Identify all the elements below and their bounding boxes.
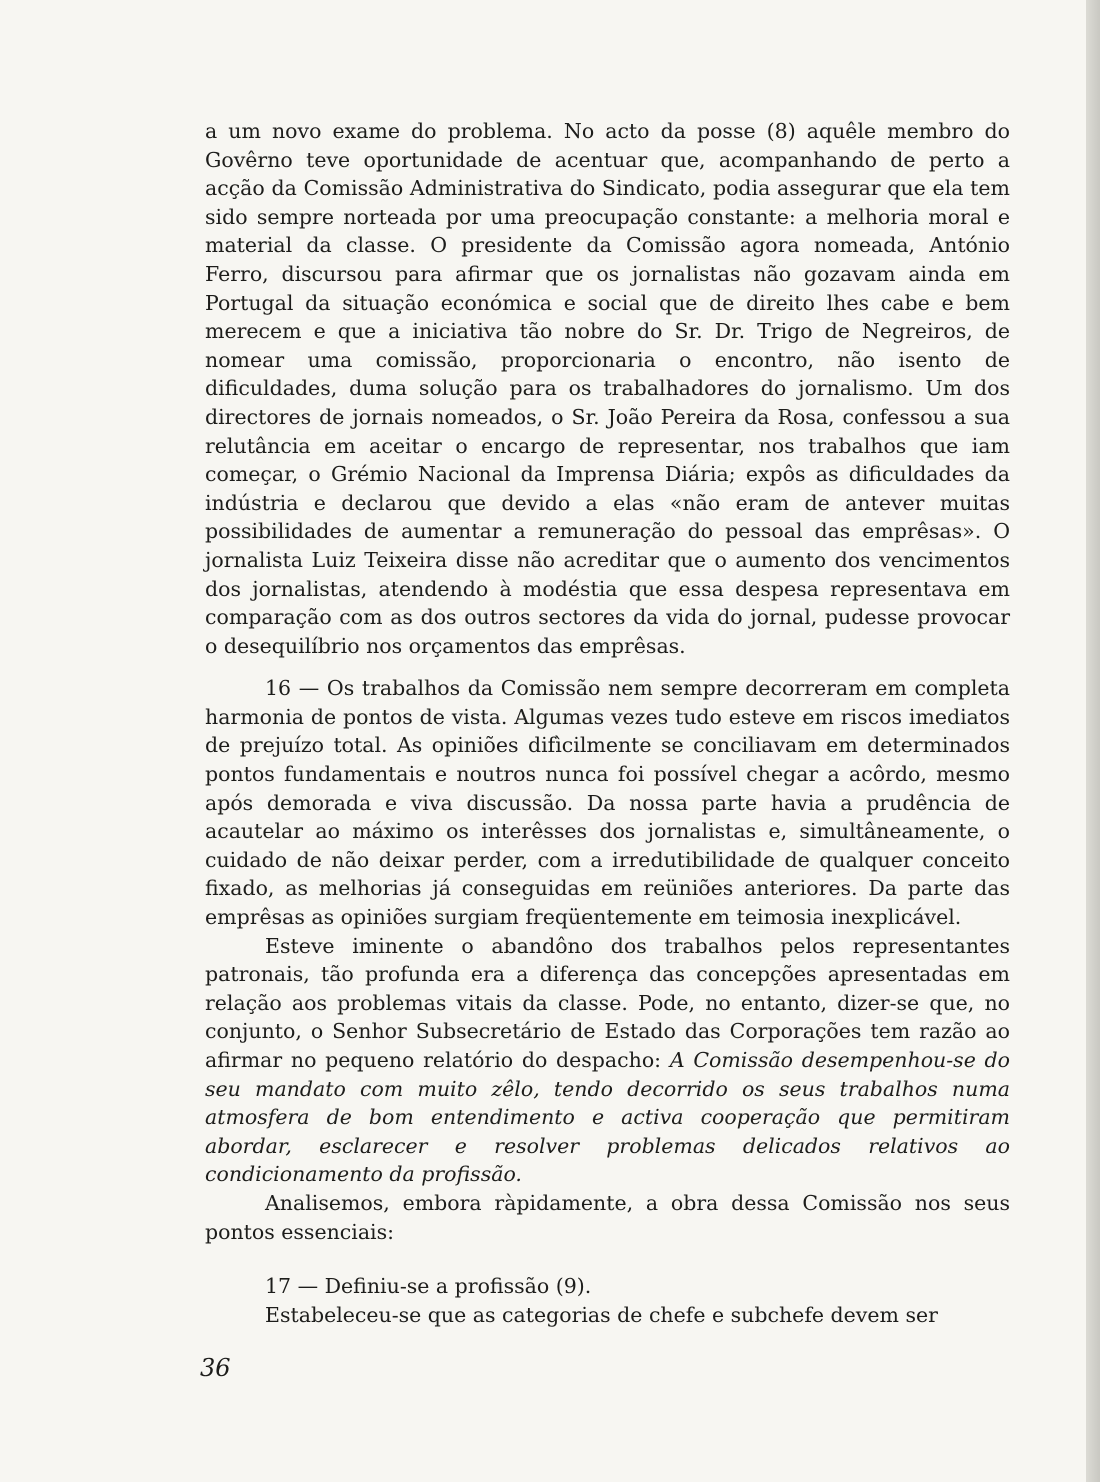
paragraph-commission-quote <box>205 932 1010 1189</box>
paragraph-16: 16 — Os trabalhos da Comissão nem sempre decorreram em completa harmonia de pontos de vista. Algumas vezes tudo esteve em riscos imediatos de prejuízo total. As opiniões difìcilmente se conciliavam em determinados pontos fundamentais e noutros nunca foi possível chegar a acôrdo, mesmo após demorada e viva discussão. Da nossa parte havia a prudência de acautelar ao máximo os interêsses dos jornalistas e, simultâneamente, o cuidado de não deixar perder, com a irredutibilidade de qualquer conceito fixado, as melhorias já conseguidas em reüniões anteriores. Da parte das emprêsas as opiniões surgiam freqüentemente em teimosia inexplicável. <box>205 676 1010 930</box>
italic-quote: A Comissão desempenhou-se do seu mandato com muito zêlo, tendo decorrido os seus trabalhos numa atmosfera de bom entendimento e activa cooperação que permitiram abordar, esclarecer e resolver problemas delicados relativos ao condicionamento da profissão. <box>205 1048 1011 1187</box>
paragraph-1: a um novo exame do problema. No acto da posse (8) aquêle membro do Govêrno teve oportunidade de acentuar que, acompanhando de perto a acção da Comissão Administrativa do Sindicato, podia assegurar que ela tem sido sempre norteada por uma preocupação constante: a melhoria moral e material da classe. O presidente da Comissão agora nomeada, António Ferro, discursou para afirmar que os jornalistas não gozavam ainda em Portugal da situação económica e social que de direito lhes cabe e bem merecem e que a iniciativa tão nobre do Sr. Dr. Trigo de Negreiros, de nomear uma comissão, proporcionaria o encontro, não isento de dificuldades, duma solução para os trabalhadores do jornalismo. Um dos directores de jornais nomeados, o Sr. João Pereira da Rosa, confessou a sua relutância em aceitar o encargo de representar, nos trabalhos que iam começar, o Grémio Nacional da Imprensa Diária; expôs as dificuldades da indústria e declarou que devido a elas «não eram de antever muitas possibilidades de aumentar a remuneração do pessoal das emprêsas». O jornalista Luiz Teixeira disse não acreditar que o aumento dos vencimentos dos jornalistas, atendendo à modéstia que essa despesa representava em comparação com as dos outros sectores da vida do jornal, pudesse provocar o desequilíbrio nos orçamentos das emprêsas. <box>205 119 1010 658</box>
paragraph-analysis: Analisemos, embora ràpidamente, a obra dessa Comissão nos seus pontos essenciais: <box>205 1190 1010 1244</box>
page-number: 36 <box>200 1354 231 1382</box>
paragraph-text: Esteve iminente o abandôno dos trabalhos pelos representantes patronais, tão profunda era a diferença das concepções apresentadas em relação aos problemas vitais da classe. Pode, no entanto, dizer-se que, no conjunto, o Senhor Subsecretário de Estado das Corporações tem razão ao afirmar no pequeno relatório do despacho: <box>205 933 1010 1072</box>
page-edge <box>1086 0 1100 1482</box>
paragraph-17-body: Estabeleceu-se que as categorias de chefe e subchefe devem ser <box>265 1302 938 1327</box>
paragraph-17-heading: 17 — Definiu-se a profissão (9). <box>265 1274 592 1299</box>
body-text <box>205 117 1010 1329</box>
